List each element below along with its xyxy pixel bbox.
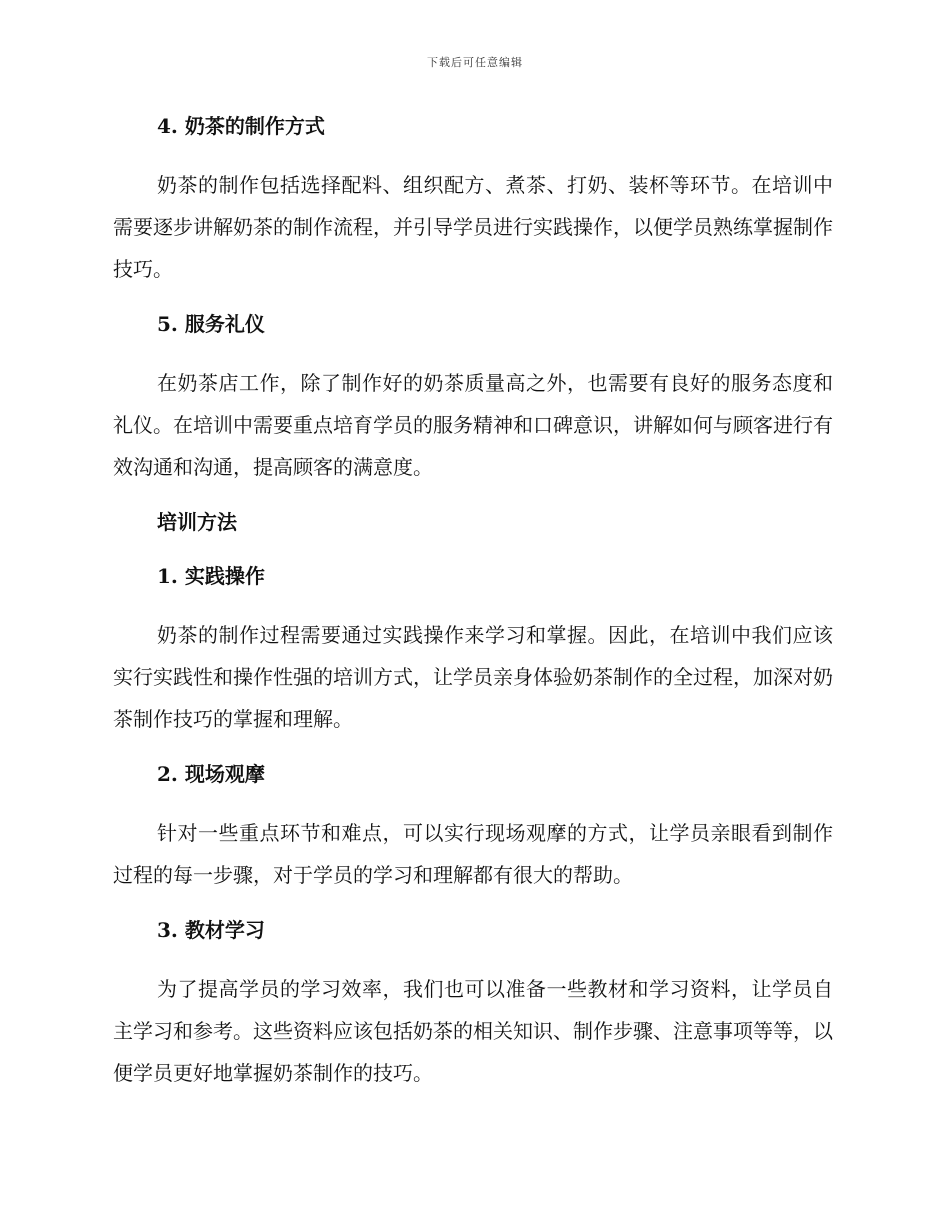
document-body xyxy=(113,112,833,1094)
paragraph-textbook-study: 为了提高学员的学习效率，我们也可以准备一些教材和学习资料，让学员自主学习和参考。这些资料应该包括奶茶的相关知识、制作步骤、注意事项等等，以便学员更好地掌握奶茶制作的技巧。 xyxy=(113,977,833,1085)
page-header-note: 下载后可任意编辑 xyxy=(427,56,523,69)
section-heading-making-method: 4. 奶茶的制作方式 xyxy=(157,114,325,138)
paragraph-making-method: 奶茶的制作包括选择配料、组织配方、煮茶、打奶、装杯等环节。在培训中需要逐步讲解奶茶的制作流程，并引导学员进行实践操作，以便学员熟练掌握制作技巧。 xyxy=(113,173,833,281)
section-heading-textbook-study: 3. 教材学习 xyxy=(157,918,265,942)
section-heading-practice: 1. 实践操作 xyxy=(157,564,265,588)
section-heading-service-etiquette: 5. 服务礼仪 xyxy=(157,312,265,336)
section-heading-training-methods: 培训方法 xyxy=(157,510,237,534)
paragraph-onsite-observation: 针对一些重点环节和难点，可以实行现场观摩的方式，让学员亲眼看到制作过程的每一步骤，对于学员的学习和理解都有很大的帮助。 xyxy=(113,821,833,887)
paragraph-service-etiquette: 在奶茶店工作，除了制作好的奶茶质量高之外，也需要有良好的服务态度和礼仪。在培训中需要重点培育学员的服务精神和口碑意识，讲解如何与顾客进行有效沟通和沟通，提高顾客的满意度。 xyxy=(113,371,833,479)
section-heading-onsite-observation: 2. 现场观摩 xyxy=(157,762,265,786)
paragraph-practice: 奶茶的制作过程需要通过实践操作来学习和掌握。因此，在培训中我们应该实行实践性和操作性强的培训方式，让学员亲身体验奶茶制作的全过程，加深对奶茶制作技巧的掌握和理解。 xyxy=(113,623,833,731)
